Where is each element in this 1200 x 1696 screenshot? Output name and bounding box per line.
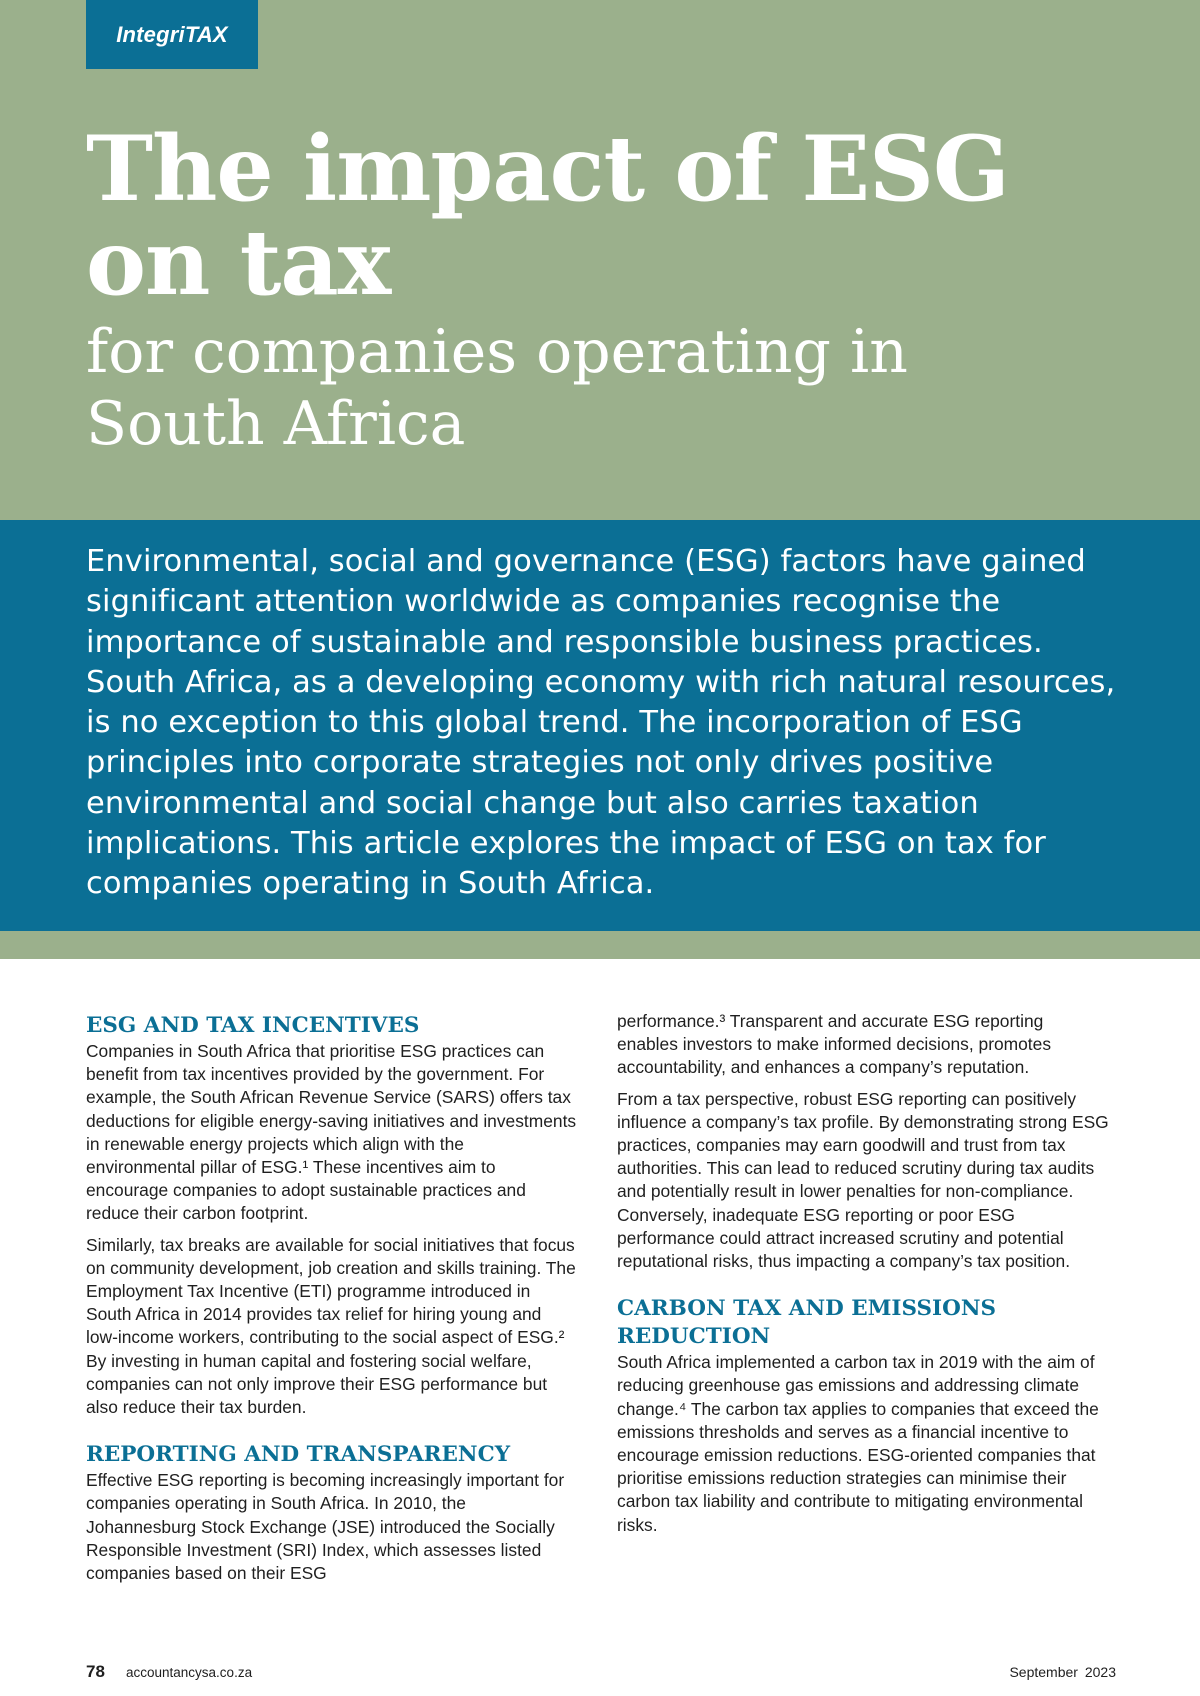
- footer-url: accountancysa.co.za: [126, 1665, 253, 1680]
- issue-date: September 2023: [1009, 1664, 1116, 1680]
- paragraph: From a tax perspective, robust ESG reporting can positively influence a company’s tax profile. By demonstrating strong ESG practices, companies may earn goodwill and trust from tax authorities. This can lead to reduced scrutiny during tax audits and potentially result in lower penalties for non-compliance. Conversely, inadequate ESG reporting or poor ESG performance could attract increased scrutiny and potential reputational risks, thus impacting a company’s tax position.: [617, 1088, 1109, 1272]
- paragraph: South Africa implemented a carbon tax in 2019 with the aim of reducing greenhouse gas emissions and addressing climate change.⁴ The carbon tax applies to companies that exceed the emissions thresholds and serves as a financial incentive to encourage emission reductions. ESG-oriented companies that prioritise emissions reduction strategies can minimise their carbon tax liability and contribute to mitigating environmental risks.: [617, 1352, 1099, 1535]
- brand-logo: IntegriTAX: [116, 21, 228, 47]
- right-column: [617, 1010, 1109, 1545]
- section-heading-carbon: CARBON TAX AND EMISSIONS REDUCTION: [617, 1296, 997, 1350]
- left-column: [86, 1012, 578, 1593]
- page-number: 78: [86, 1662, 105, 1681]
- section-heading-reporting: REPORTING AND TRANSPARENCY: [86, 1442, 511, 1468]
- section-heading-incentives: ESG AND TAX INCENTIVES: [86, 1013, 420, 1038]
- intro-panel: [0, 520, 1200, 931]
- hero-banner: [0, 0, 1200, 520]
- paragraph: Similarly, tax breaks are available for social initiatives that focus on community development, job creation and skills training. The Employment Tax Incentive (ETI) programme introduced in South Africa in 2014 provides tax relief for hiring young and low-income workers, contributing to the social aspect of ESG.² By investing in human capital and fostering social welfare, companies can not only improve their ESG performance but also reduce their tax burden.: [86, 1234, 576, 1418]
- brand-tab: [86, 0, 258, 69]
- paragraph: Effective ESG reporting is becoming increasingly important for companies operating in South Africa. In 2010, the Johannesburg Stock Exchange (JSE) introduced the Socially Responsible Investment (SRI) Index, which assesses listed companies based on their ESG: [86, 1470, 565, 1584]
- article-title: The impact of ESG on tax: [86, 116, 1009, 316]
- paragraph: performance.³ Transparent and accurate ESG reporting enables investors to make informed decisions, promotes accountability, and enhances a company’s reputation.: [617, 1011, 1052, 1078]
- divider-band: [0, 931, 1200, 959]
- paragraph: Companies in South Africa that prioritise ESG practices can benefit from tax incentives provided by the government. For example, the South African Revenue Service (SARS) offers tax deductions for eligible energy-saving initiatives and investments in renewable energy projects which align with the environmental pillar of ESG.¹ These incentives aim to encourage companies to adopt sustainable practices and reduce their carbon footprint.: [86, 1041, 577, 1224]
- intro-paragraph: Environmental, social and governance (ESG) factors have gained significant attention worldwide as companies recognise the importance of sustainable and responsible business practices. South Africa, as a developing economy with rich natural resources, is no exception to this global trend. The incorporation of ESG principles into corporate strategies not only drives positive environmental and social change but also carries taxation implications. This article explores the impact of ESG on tax for companies operating in South Africa.: [86, 544, 1116, 902]
- article-subtitle: for companies operating in South Africa: [86, 317, 908, 459]
